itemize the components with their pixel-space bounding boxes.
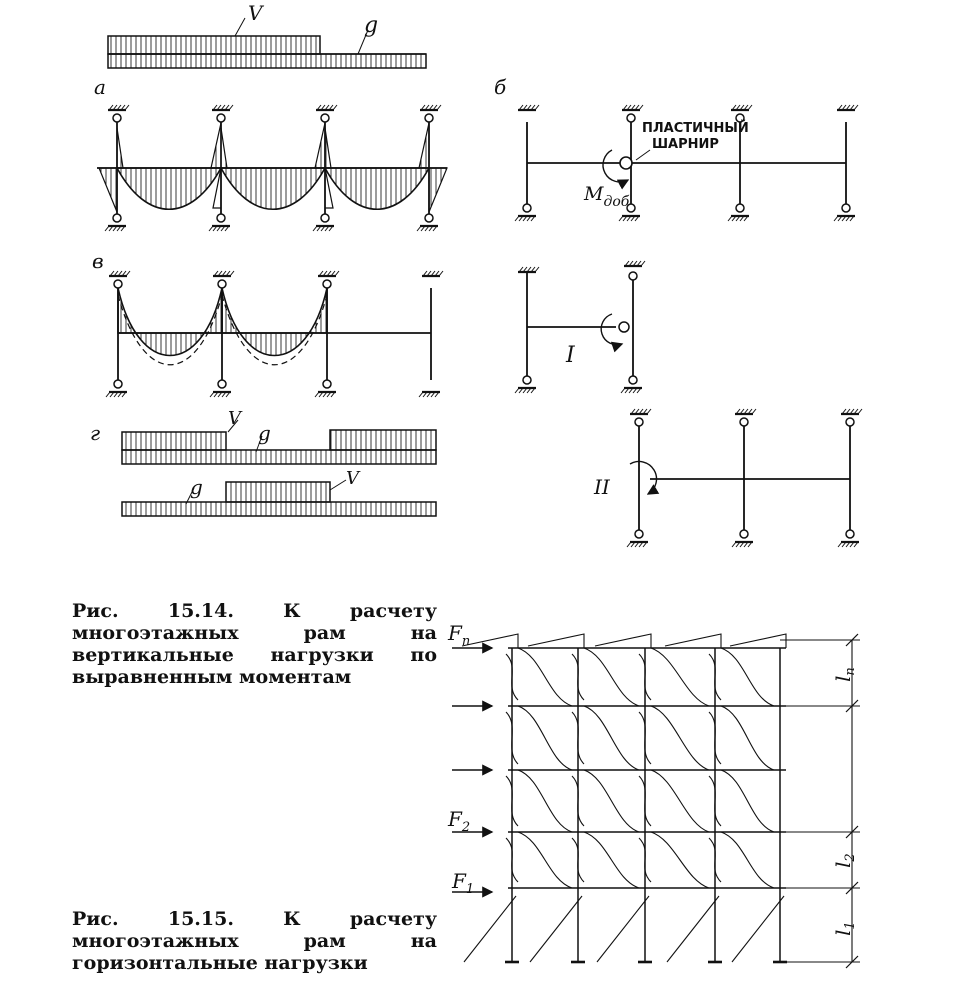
moment-triangle (595, 634, 651, 648)
moment-curve (721, 706, 774, 770)
base-diagonal (667, 896, 719, 962)
moment-diagram-span (325, 168, 429, 209)
hinge (217, 114, 225, 122)
moment-curve (584, 770, 639, 832)
load-diagram-top (108, 18, 426, 68)
base-diagonal (530, 896, 582, 962)
hinge (321, 114, 329, 122)
support-moment (419, 123, 429, 168)
column-moment-left (99, 168, 117, 212)
hinge (217, 214, 225, 222)
dead-load-label-g1: g (258, 421, 271, 445)
height-label-l2: $l_2$ (831, 853, 858, 868)
hinge (323, 280, 331, 288)
height-label-ln: $l_n$ (831, 667, 858, 682)
hinge (321, 214, 329, 222)
hinge (523, 376, 531, 384)
moment-curve (651, 648, 709, 706)
plastic-hinge-label-line1: ПЛАСТИЧНЫЙ (642, 121, 749, 136)
moment-diagram-span (117, 168, 221, 209)
figure-15-14-caption: Рис. 15.14. К расчету многоэтажных рам на вертикальные нагрузки по выравненным моментам (72, 600, 437, 688)
moment-triangle (462, 634, 518, 648)
hinge (627, 114, 635, 122)
force-label-f2: $F_2$ (448, 807, 471, 835)
height-label-l1: $l_1$ (831, 921, 858, 936)
force-label-fn: $F_n$ (448, 621, 471, 649)
panel-label-v: в (92, 249, 104, 273)
moment-diagram-span (222, 288, 327, 356)
load-diagram-g (122, 420, 436, 516)
frame-v (106, 271, 443, 397)
support-moment (117, 128, 123, 168)
live-load-label-top: V (248, 1, 263, 25)
moment-curve (584, 706, 639, 770)
hinge (629, 272, 637, 280)
panel-label-b: б (494, 75, 507, 99)
moment-curve (518, 648, 572, 706)
plastic-hinge-label-line2: ШАРНИР (652, 137, 719, 152)
moment-curve (518, 832, 572, 888)
panel-label-a: а (94, 75, 106, 99)
moment-curve (651, 770, 709, 832)
hinge (113, 114, 121, 122)
moment-curve (721, 832, 774, 888)
moment-diagram-span (118, 288, 222, 356)
hinge (740, 418, 748, 426)
live-load-label-g1: V (228, 408, 241, 429)
hinge (114, 280, 122, 288)
hinge (218, 280, 226, 288)
hinge (629, 376, 637, 384)
hinge (736, 204, 744, 212)
hinge (218, 380, 226, 388)
dead-load-label-top: g (364, 13, 379, 38)
moment-curve (584, 648, 639, 706)
subframe-two (627, 409, 862, 547)
hinge (425, 114, 433, 122)
hinge (523, 204, 531, 212)
moment-diagram-span (221, 168, 325, 209)
plastic-hinge (619, 322, 629, 332)
moment-curve (721, 770, 774, 832)
force-label-f1: $F_1$ (452, 869, 475, 897)
moment-arrow (630, 461, 657, 494)
base-diagonal (597, 896, 649, 962)
moment-triangle (528, 634, 584, 648)
subframe-one (515, 261, 645, 393)
subframe-label-two: II (594, 475, 610, 499)
support-moment (325, 128, 331, 168)
hinge (114, 380, 122, 388)
subframe-label-one: I (566, 343, 575, 368)
moment-curve (518, 770, 572, 832)
base-diagonal (732, 896, 784, 962)
hinge (846, 418, 854, 426)
column-moment-right (429, 168, 447, 212)
hinge (635, 418, 643, 426)
hinge (113, 214, 121, 222)
hinge (842, 204, 850, 212)
support-moment (315, 123, 325, 168)
plastic-hinge (620, 157, 632, 169)
support-moment (221, 128, 227, 168)
live-load-label-g2: V (346, 468, 359, 489)
moment-curve (721, 648, 774, 706)
frame-a (97, 105, 447, 231)
moment-curve (518, 706, 572, 770)
hinge (425, 214, 433, 222)
hinge (323, 380, 331, 388)
support-moment (211, 123, 221, 168)
moment-triangle (665, 634, 721, 648)
panel-label-g: г (90, 421, 101, 445)
moment-curve (584, 832, 639, 888)
hinge-leader (636, 150, 650, 160)
moment-triangle (730, 634, 786, 648)
dead-load-label-g2: g (190, 475, 203, 499)
moment-curve (651, 832, 709, 888)
base-diagonal (464, 896, 516, 962)
figure-15-15-caption: Рис. 15.15. К расчету многоэтажных рам на горизонтальные нагрузки (72, 908, 437, 974)
hinge (846, 530, 854, 538)
hinge (635, 530, 643, 538)
frame-horizontal-loads (452, 634, 860, 968)
additional-moment-label: $M_{доб}$ (584, 183, 630, 210)
hinge (740, 530, 748, 538)
moment-curve (651, 706, 709, 770)
